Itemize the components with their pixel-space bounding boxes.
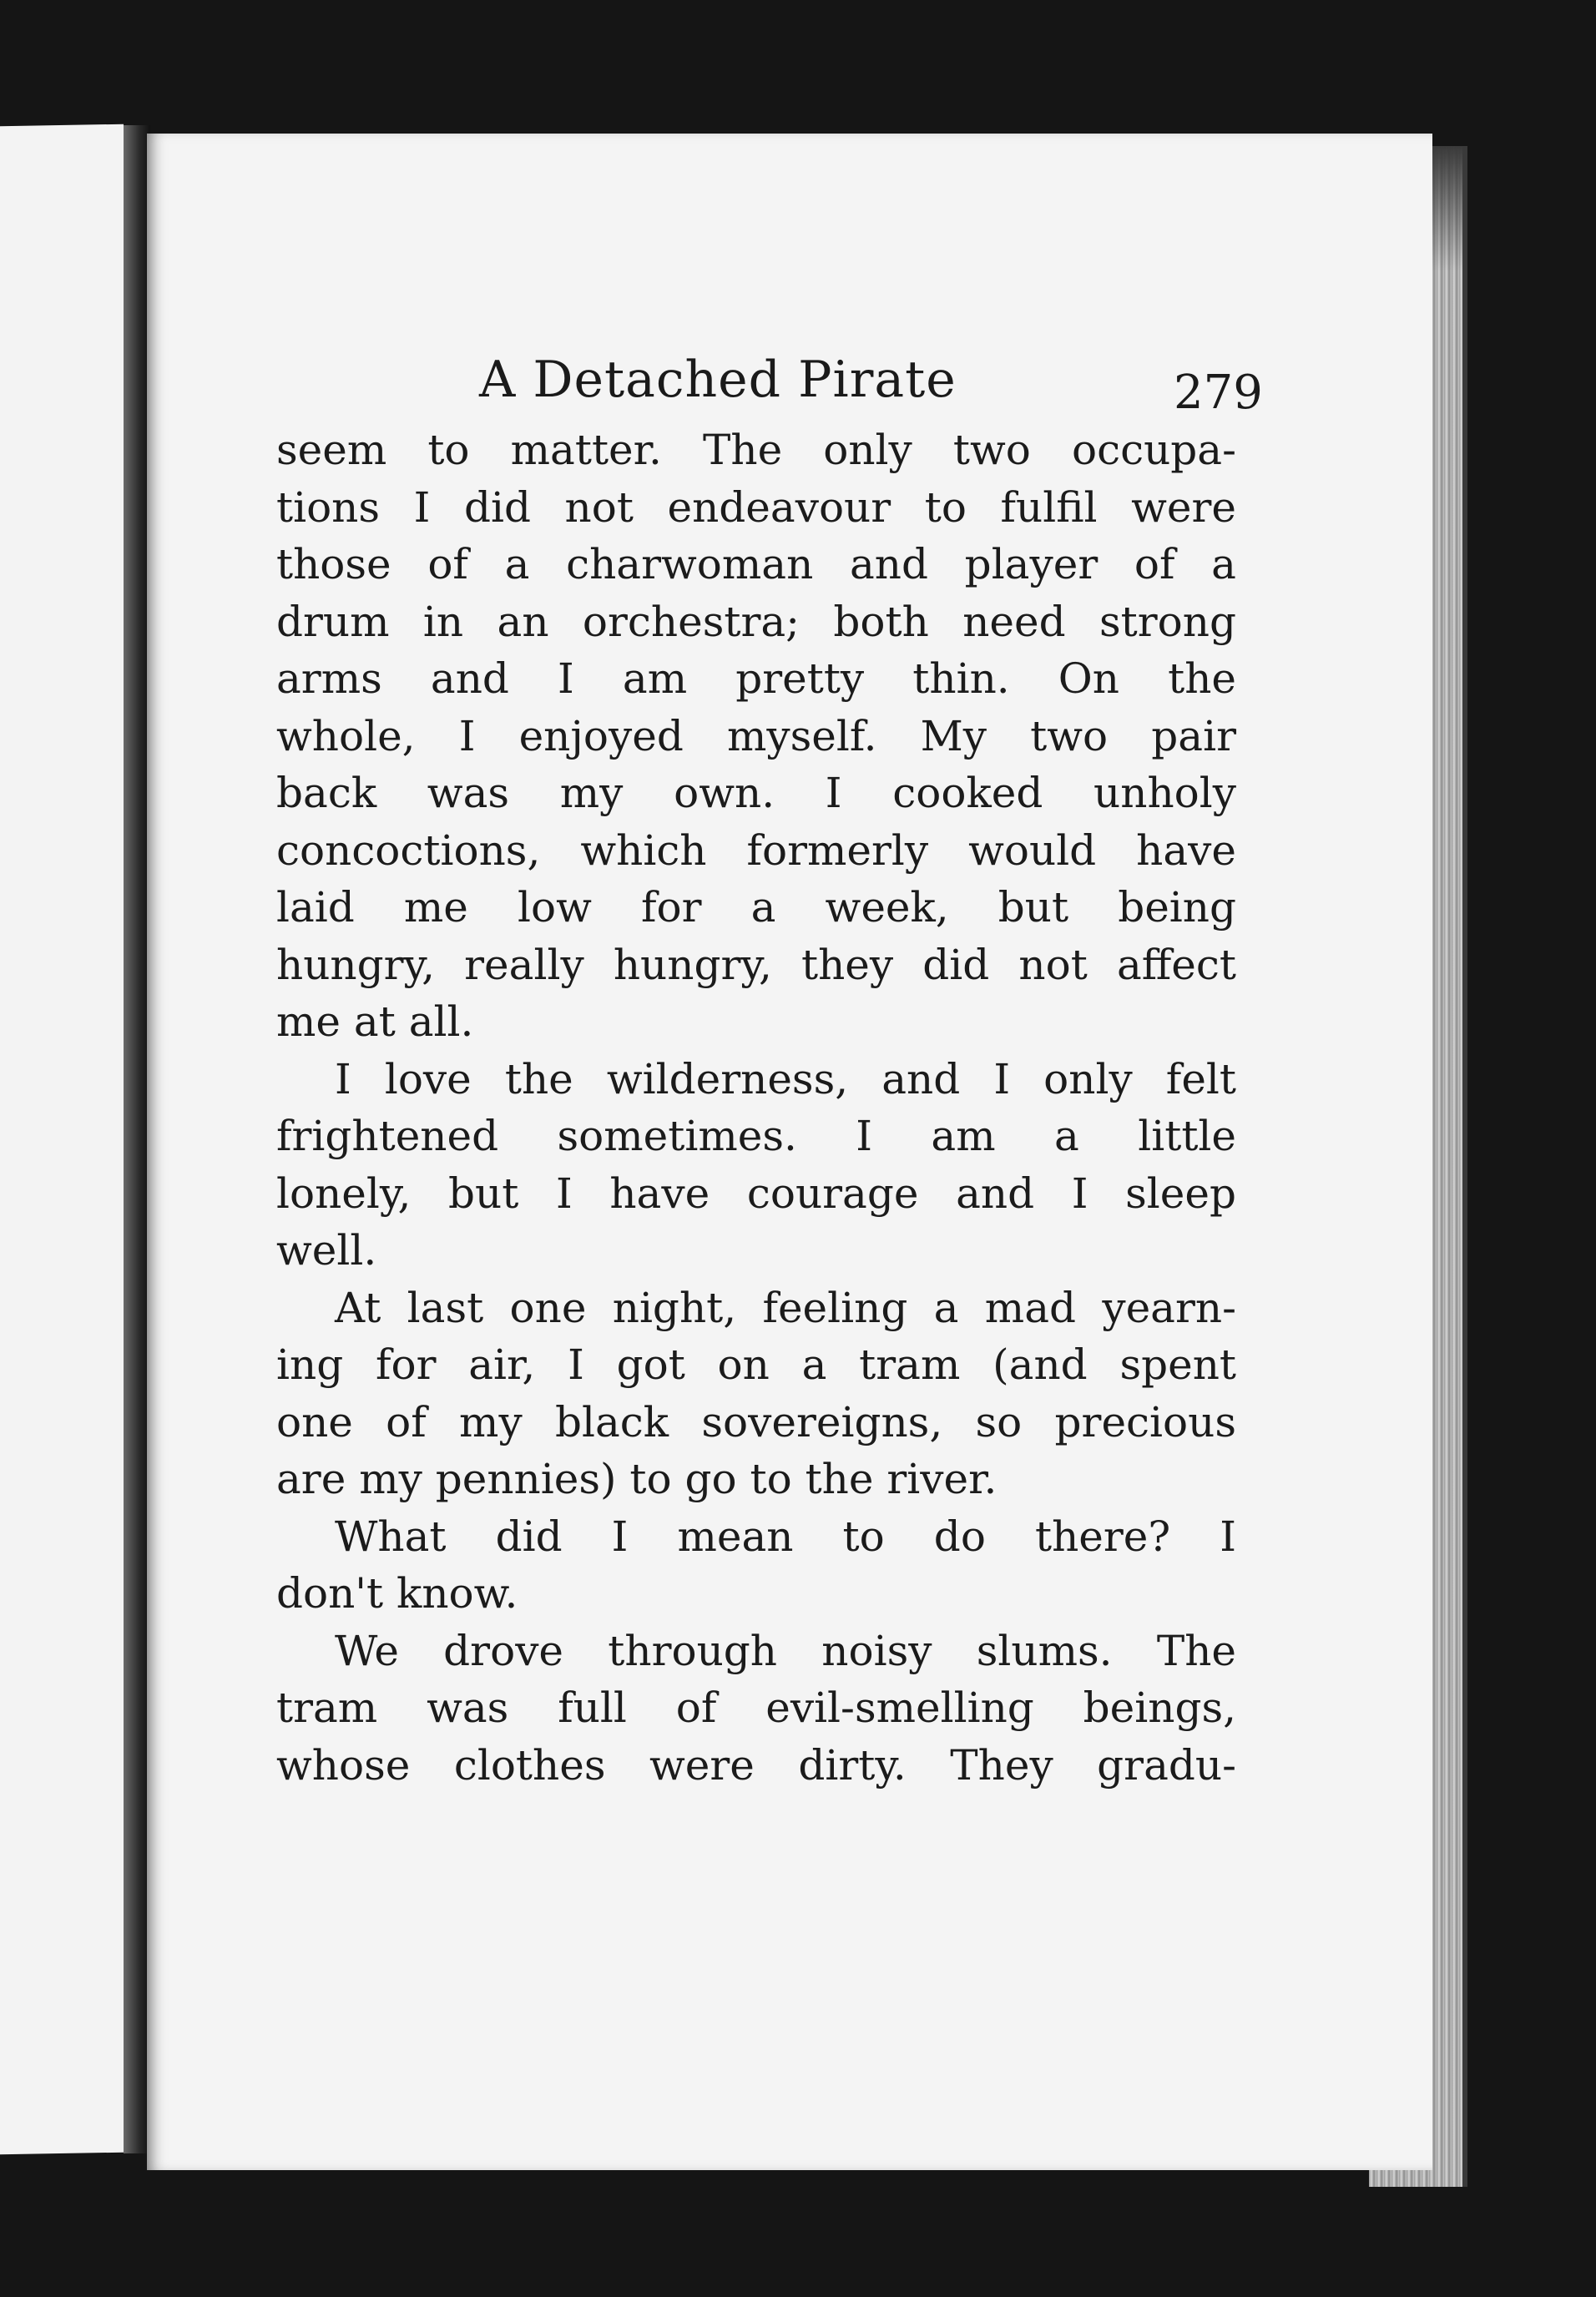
text-line: don't know. bbox=[276, 1569, 518, 1618]
text-line: laid me low for a week, but being bbox=[276, 883, 1236, 931]
text-line: whose clothes were dirty. They gradu- bbox=[276, 1740, 1236, 1790]
running-title: A Detached Pirate bbox=[479, 351, 957, 409]
text-line: tions I did not endeavour to fulfil were bbox=[276, 482, 1236, 532]
text-line: seem to matter. The only two occupa- bbox=[276, 426, 1236, 474]
text-line: At last one night, feeling a mad yearn- bbox=[335, 1283, 1236, 1332]
text-line: We drove through noisy slums. The bbox=[335, 1626, 1236, 1675]
book-page bbox=[147, 134, 1432, 2170]
text-line: arms and I am pretty thin. On the bbox=[276, 654, 1236, 703]
text-line: drum in an orchestra; both need strong bbox=[276, 597, 1236, 646]
text-line: well. bbox=[276, 1226, 377, 1275]
text-line: frightened sometimes. I am a little bbox=[276, 1112, 1236, 1160]
text-line: ing for air, I got on a tram (and spent bbox=[276, 1340, 1236, 1389]
text-line: What did I mean to do there? I bbox=[335, 1512, 1236, 1561]
text-line: whole, I enjoyed myself. My two pair bbox=[276, 711, 1236, 760]
text-line: one of my black sovereigns, so precious bbox=[276, 1397, 1236, 1446]
previous-page-edge bbox=[0, 124, 124, 2155]
text-line: back was my own. I cooked unholy bbox=[276, 769, 1236, 817]
text-line: lonely, but I have courage and I sleep bbox=[276, 1169, 1236, 1218]
page-number: 279 bbox=[1174, 366, 1263, 420]
text-line: I love the wilderness, and I only felt bbox=[335, 1054, 1236, 1103]
running-head bbox=[479, 351, 1263, 426]
text-line: are my pennies) to go to the river. bbox=[276, 1455, 998, 1503]
text-line: hungry, really hungry, they did not affect bbox=[276, 940, 1236, 989]
text-line: concoctions, which formerly would have bbox=[276, 825, 1236, 875]
text-line: tram was full of evil-smelling beings, bbox=[276, 1684, 1236, 1732]
text-line: those of a charwoman and player of a bbox=[276, 540, 1236, 588]
body-text bbox=[276, 422, 1236, 1794]
text-line: me at all. bbox=[276, 997, 474, 1046]
